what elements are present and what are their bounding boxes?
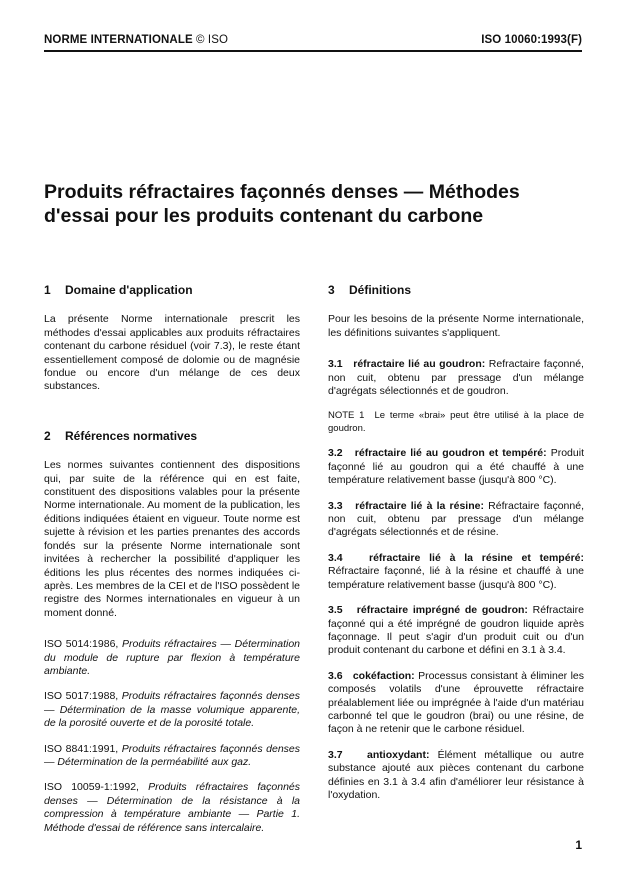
header-standard-type: NORME INTERNATIONALE [44, 34, 193, 46]
page-header [44, 34, 582, 52]
section-2-heading: 2 Références normatives [44, 428, 198, 443]
reference-item: ISO 10059-1:1992, Produits réfractaires façonnés denses — Détermination de la résistance à la compression à température ambiante — Partie 1. Méthode d'essai de référence sans intercalaire. [44, 781, 301, 834]
section-2-text: Les normes suivantes contiennent des dispositions qui, par suite de la référence qui en est faite, constituent des dispositions valables pour la présente Norme internationale. Au moment de la publication, les éditions indiquées étaient en vigueur. Toute norme est sujette à révision et les parties prenantes des accords fondés sur la présente Norme internationale sont invitées à rechercher la possibilité d'appliquer les éditions les plus récentes des normes indiquées ci-après. Les membres de la CEI et de l'ISO possèdent le registre des Normes internationales en vigueur à un moment donné. [44, 459, 300, 619]
section-3-intro: Pour les besoins de la présente Norme internationale, les définitions suivantes s'appliquent. [328, 313, 584, 339]
header-copyright: © ISO [192, 34, 229, 46]
reference-item: ISO 5014:1986, Produits réfractaires — Détermination du module de rupture par flexion à température ambiante. [44, 638, 301, 677]
definition-item: 3.2 réfractaire lié au goudron et tempéré: Produit façonné lié au goudron qui a été chauffé à une température relativement basse (jusqu'à 800 °C). [328, 447, 584, 487]
document-title [44, 180, 584, 228]
definition-item: 3.7 antioxydant: Élément métallique ou autre substance ajouté aux pièces contenant du carbone définies en 3.1 à 3.4 afin d'améliorer leur résistance à l'oxydation. [328, 748, 584, 801]
definition-item: 3.4 réfractaire lié à la résine et tempéré: Réfractaire façonné, lié à la résine et chauffé à une température relativement basse (jusqu'à 800 °C). [328, 551, 584, 591]
definition-item: 3.3 réfractaire lié à la résine: Réfractaire façonné, non cuit, obtenu par pressage d'un mélange d'agrégats sélectionnés et de résine. [328, 499, 584, 539]
left-column [44, 284, 300, 835]
reference-item: ISO 8841:1991, Produits réfractaires façonnés denses — Détermination de la perméabilité aux gaz. [44, 742, 301, 768]
definition-item: 3.6 cokéfaction: Processus consistant à éliminer les composés volatils d'une éprouvette réfractaire préalablement liée ou imprégnée à l'aide d'un matériau carbonné tel que le goudron (brai) ou une résine, de façon à ne retenir que le carbone résiduel. [328, 669, 584, 736]
note-1: NOTE 1 Le terme «brai» peut être utilisé à la place de goudron. [328, 410, 584, 434]
right-column [328, 284, 584, 802]
page-number: 1 [575, 838, 582, 852]
section-3-heading: 3 Définitions [328, 283, 411, 297]
section-1-heading: 1 Domaine d'application [44, 283, 193, 297]
definition-item: 3.1 réfractaire lié au goudron: Refractaire façonné, non cuit, obtenu par pressage d'un mélange d'agrégats sélectionnés et de goudron. [328, 358, 584, 398]
header-standard-number: ISO 10060:1993(F) [481, 34, 582, 46]
title-line-1: Produits réfractaires façonnés denses — Méthodes [44, 181, 520, 203]
reference-item: ISO 5017:1988, Produits réfractaires façonnés denses — Détermination de la masse volumique apparente, de la porosité ouverte et de la porosité totale. [44, 690, 301, 730]
definition-item: 3.5 réfractaire imprégné de goudron: Réfractaire façonné qui a été imprégné de goudron liquide après façonnage. Il peut s'agir d'un produit cuit ou d'un produit contenant du carbone et défini en 3.1 à 3.4. [328, 604, 584, 657]
section-1-text: La présente Norme internationale prescrit les méthodes d'essai applicables aux produits réfractaires contenant du carbone résiduel (voir 7.3), le reste étant essentiellement composé de dolomie ou de magnésie fondue ou encore d'un mélange de ces deux substances. [44, 313, 300, 393]
header-left [44, 34, 228, 46]
title-line-2: d'essai pour les produits contenant du carbone [44, 205, 484, 227]
